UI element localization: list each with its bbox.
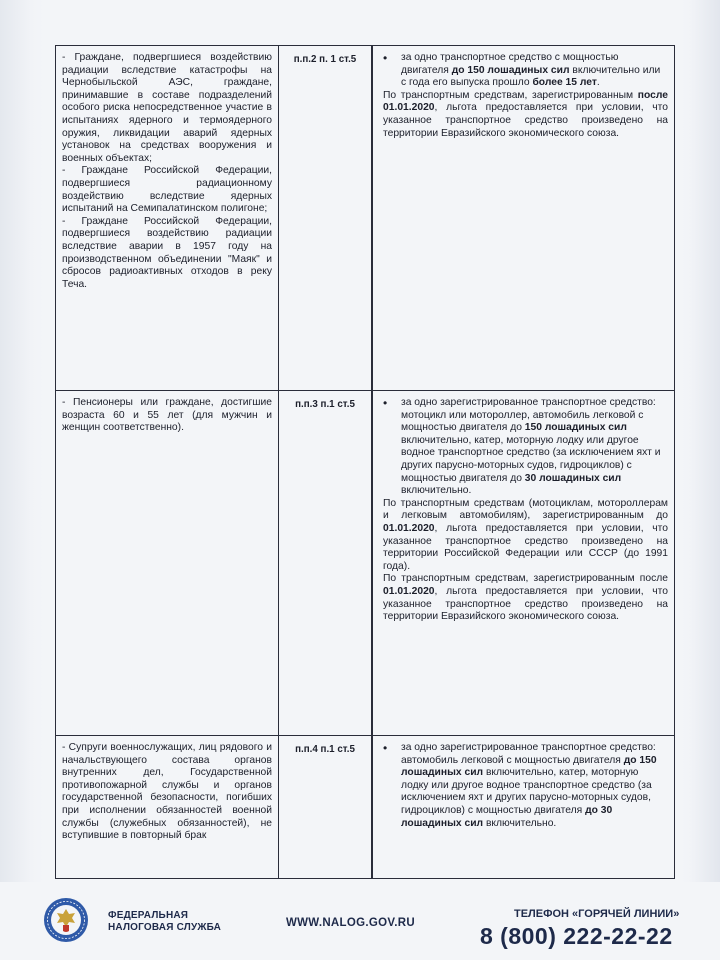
bullet-text-mid: включительно, катер, моторную лодку или другое водное транспортное средство (за исключением яхт и других парусно-моторных судов, гидроциклов) с мощностью двигателя до	[401, 434, 661, 484]
hotline-label: ТЕЛЕФОН «ГОРЯЧЕЙ ЛИНИИ»	[514, 908, 680, 920]
condition-paragraph	[383, 498, 668, 574]
bullet-icon: •	[383, 741, 388, 755]
description-cell	[372, 391, 675, 736]
hotline-number[interactable]: 8 (800) 222-22-22	[480, 923, 673, 949]
bullet-bold-text: до 30 лошадиных сил	[401, 804, 613, 829]
benefits-table	[55, 45, 675, 879]
bullet-text-pre: за одно зарегистрированное транспортное средство: автомобиль легковой с мощностью двигателя	[401, 742, 656, 766]
article-cell	[279, 46, 373, 391]
category-cell	[56, 46, 279, 391]
page-edge-right	[682, 0, 720, 960]
description-cell	[372, 46, 675, 391]
category-item: - Граждане, подвергшиеся воздействию радиации вследствие катастрофы на Чернобыльской АЭС, граждане, принимавшие в составе подразделений особого риска непосредственное участие в испытаниях ядерного и термоядерного оружия, ликвидации аварий ядерных установок на средствах вооружения и военных объектах;	[62, 52, 272, 164]
fns-emblem-icon	[42, 896, 90, 944]
bullet-bold-text: более 15 лет	[532, 77, 597, 89]
article-cell	[279, 736, 373, 879]
bullet-text-mid: включительно, катер, моторную лодку или другое водное транспортное средство (за исключением яхт и других парусно-моторных судов, гидроциклов) с мощностью двигателя	[401, 767, 652, 816]
table-row	[56, 391, 675, 736]
description-cell	[372, 736, 675, 879]
paragraph-text-pre: По транспортным средствам, зарегистрированным после	[383, 573, 668, 585]
agency-name	[108, 910, 221, 934]
paragraph-text-pre: По транспортным средствам, зарегистрированным	[383, 89, 638, 101]
article-cell	[279, 391, 373, 736]
bullet-item	[383, 742, 668, 830]
paragraph-text-post: , льгота предоставляется при условии, что указанное транспортное средство произведено на территории Евразийского экономического союза.	[383, 102, 668, 139]
agency-name-line2: НАЛОГОВАЯ СЛУЖБА	[108, 922, 222, 933]
category-cell	[56, 736, 279, 879]
bullet-text-post: .	[596, 77, 600, 89]
website-link[interactable]: WWW.NALOG.GOV.RU	[286, 917, 415, 929]
bullet-text-mid: включительно или с года его выпуска прошло	[401, 64, 661, 89]
paragraph-text-pre: По транспортным средствам (мотоциклам, мотороллерам и легковым автомобилям), зарегистрированным до	[383, 497, 668, 522]
bullet-item	[383, 52, 668, 90]
condition-paragraph	[383, 573, 668, 623]
paragraph-bold-text: после 01.01.2020	[383, 89, 668, 114]
bullet-text-pre: за одно транспортное средство с мощностью двигателя	[401, 52, 619, 76]
bullet-text-post: включительно.	[483, 817, 557, 829]
condition-paragraph	[383, 90, 668, 140]
table-row	[56, 736, 675, 879]
category-item: - Граждане Российской Федерации, подвергшиеся воздействию радиации вследствие аварии в 1957 году на производственном объединении "Маяк" и сбросов радиоактивных отходов в реку Теча.	[62, 215, 272, 290]
paragraph-text-post: , льгота предоставляется при условии, что указанное транспортное средство произведено на территории Евразийского экономического союза.	[383, 585, 668, 623]
paragraph-bold-text: 01.01.2020	[383, 522, 435, 534]
paragraph-text-post: , льгота предоставляется при условии, что указанное транспортное средство произведено на территории Российской Федерации или СССР (до 1991 года).	[383, 522, 668, 572]
bullet-bold-text: до 150 лошадиных сил	[451, 64, 570, 76]
bullet-text-pre: за одно зарегистрированное транспортное средство: мотоцикл или мотороллер, автомобиль легковой с мощностью двигателя до	[401, 397, 656, 434]
table-row	[56, 46, 675, 391]
category-item: - Пенсионеры или граждане, достигшие возраста 60 и 55 лет (для мужчин и женщин соответственно).	[62, 397, 272, 434]
article-ref: п.п.3 п.1 ст.5	[295, 399, 355, 410]
bullet-text-post: включительно.	[401, 485, 472, 497]
bullet-bold-text: 150 лошадиных сил	[524, 422, 627, 434]
bullet-item	[383, 397, 668, 498]
article-ref: п.п.4 п.1 ст.5	[295, 744, 355, 755]
agency-name-line1: ФЕДЕРАЛЬНАЯ	[108, 910, 189, 921]
bullet-icon: •	[383, 51, 388, 65]
category-cell	[56, 391, 279, 736]
bullet-bold-text: до 150 лошадиных сил	[401, 754, 657, 779]
category-item: - Граждане Российской Федерации, подвергшиеся радиационному воздействию вследствие ядерных испытаний на Семипалатинском полигоне;	[62, 165, 272, 215]
category-item: - Супруги военнослужащих, лиц рядового и начальствующего состава органов внутренних дел, Государственной противопожарной службы и органов государственной безопасности, погибших при исполнении обязанностей военной службы (служебных обязанностей), не вступившие в повторный брак	[62, 742, 272, 842]
article-ref: п.п.2 п. 1 ст.5	[293, 54, 357, 65]
bullet-icon: •	[383, 396, 388, 410]
page-edge-left	[0, 0, 44, 960]
bullet-bold-text: 30 лошадиных сил	[524, 472, 622, 484]
footer	[0, 882, 720, 960]
paragraph-bold-text: 01.01.2020	[383, 585, 435, 597]
